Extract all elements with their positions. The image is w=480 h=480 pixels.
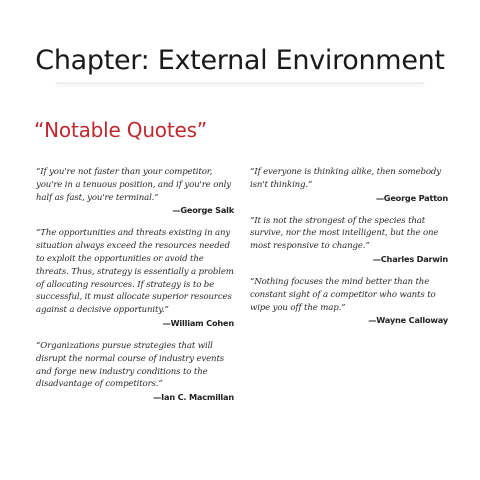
quote-patton — [250, 166, 448, 203]
quote-cohen — [36, 227, 234, 328]
quotes-heading: “Notable Quotes” — [34, 118, 207, 142]
quote-salk — [36, 166, 234, 215]
quote-darwin — [250, 215, 448, 264]
title-divider — [56, 82, 424, 84]
quote-macmillan — [36, 340, 234, 402]
quote-author: —Wayne Calloway — [368, 315, 448, 326]
quote-author: —George Patton — [375, 192, 448, 203]
quotes-column-left — [36, 166, 234, 410]
quote-author: —George Salk — [172, 205, 234, 216]
quote-author: —William Cohen — [162, 317, 234, 328]
quote-text: “Organizations pursue strategies that will disrupt the normal course of industry events and forge new industry conditions to the disadvantage of competitors.” — [36, 340, 225, 390]
quotes-column-right — [250, 166, 448, 333]
quote-author: —Ian C. Macmillan — [153, 392, 234, 403]
quote-text: “It is not the strongest of the species that survive, nor the most intelligent, but the one most responsive to change.” — [250, 215, 439, 252]
quote-calloway — [250, 276, 448, 325]
quote-text: “If everyone is thinking alike, then somebody isn't thinking.” — [250, 167, 441, 190]
quote-text: “The opportunities and threats existing in any situation always exceed the resources needed to exploit the opportunities or avoid the threats. Thus, strategy is essentially a problem of allocating resources. If strategy is to be successful, it must allocate superior resources against a decisive opportunity.” — [36, 228, 234, 316]
quote-text: “If you're not faster than your competitor, you're in a tenuous position, and if you're only half as fast, you're terminal.” — [36, 167, 231, 203]
quote-author: —Charles Darwin — [372, 253, 448, 264]
slide-title: Chapter: External Environment — [35, 45, 445, 76]
quote-text: “Nothing focuses the mind better than the constant sight of a competitor who wants to wipe you off the map.” — [250, 276, 436, 313]
